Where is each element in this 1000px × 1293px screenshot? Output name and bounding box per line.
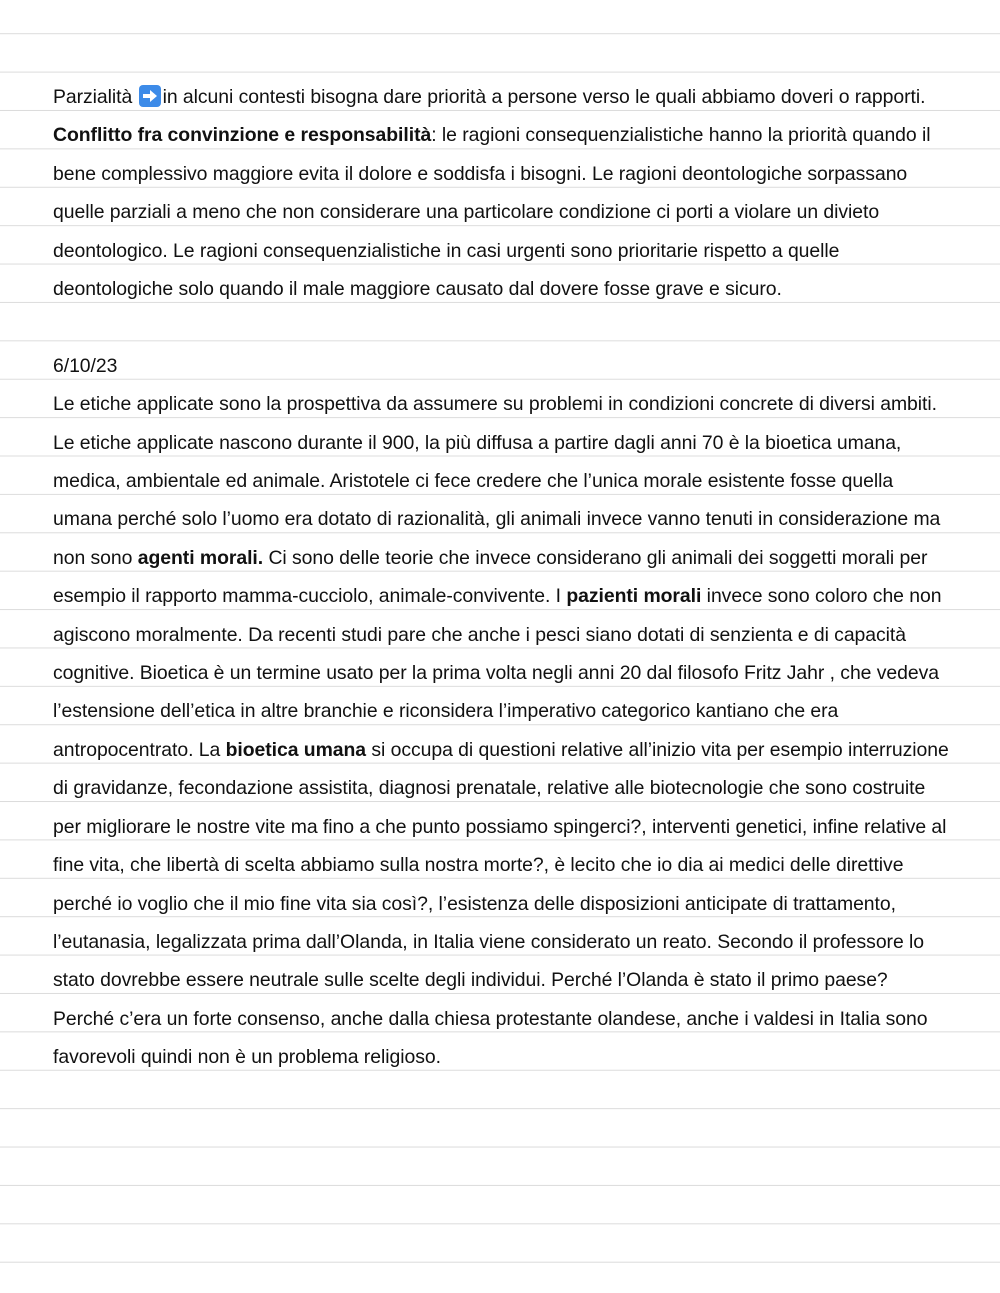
conflict-text: : le ragioni consequenzialistiche hanno la priorità quando il bene complessivo maggiore evita il dolore e soddisfa i bisogni. Le ragioni deontologiche sorpassano quelle parziali a meno che non considerare una particolare condizione ci porti a violare un divieto deontologico. Le ragioni consequenzialistiche in casi urgenti sono prioritarie rispetto a quelle deontologiche solo quando il male maggiore causato dal dovere fosse grave e sicuro.: [53, 124, 931, 301]
moral-patients-term: pazienti morali: [566, 585, 702, 608]
blank-line: [53, 308, 953, 346]
applied-ethics-text-4: si occupa di questioni relative all’inizio vita per esempio interruzione di gravidanze, fecondazione assistita, diagnosi prenatale, relative alle biotecnologie che sono costruite per migliorare le nostre vite ma fino a che punto possiamo spingerci?, interventi genetici, infine relative al fine vita, che libertà di scelta abbiamo sulla nostra morte?, è lecito che io dia ai medici delle direttive perché io voglio che il mio fine vita sia così?, l’esistenza delle disposizioni anticipate di trattamento, l’eutanasia, legalizzata prima dall’Olanda, in Italia viene considerato un reato. Secondo il professore lo stato dovrebbe essere neutrale sulle scelte degli individui. Perché l’Olanda è stato il primo paese? Perché c’era un forte consenso, anche dalla chiesa protestante olandese, anche i valdesi in Italia sono favorevoli quindi non è un problema religioso.: [53, 738, 949, 1069]
moral-agents-term: agenti morali.: [137, 546, 264, 569]
date-line: 6/10/23: [53, 354, 118, 377]
right-arrow-icon: [139, 85, 161, 107]
conflict-paragraph: [53, 116, 953, 308]
notes-content: [53, 78, 953, 1077]
human-bioethics-term: bioetica umana: [225, 738, 367, 761]
partiality-text: in alcuni contesti bisogna dare priorità a persone verso le quali abbiamo doveri o rapporti.: [162, 86, 926, 108]
partiality-term: Parzialità: [53, 86, 133, 108]
applied-ethics-text-3: invece sono coloro che non agiscono moralmente. Da recenti studi pare che anche i pesci siano dotati di senzienta e di capacità cognitive. Bioetica è un termine usato per la prima volta negli anni 20 dal filosofo Fritz Jahr , che vedeva l’estensione dell’etica in altre branchie e riconsidera l’imperativo categorico kantiano che era antropocentrato. La: [53, 585, 942, 761]
applied-ethics-paragraph: [53, 385, 953, 1076]
applied-ethics-text-2: Ci sono delle teorie che invece considerano gli animali dei soggetti morali per esempio il rapporto mamma-cucciolo, animale-convivente. I: [53, 546, 928, 608]
applied-ethics-text-1: Le etiche applicate sono la prospettiva da assumere su problemi in condizioni concrete di diversi ambiti. Le etiche applicate nascono durante il 900, la più diffusa a partire dagli anni 70 è la bioetica umana, medica, ambientale ed animale. Aristotele ci fece credere che l’unica morale esistente fosse quella umana perché solo l’uomo era dotato di razionalità, gli animali invece vanno tenuti in considerazione ma non sono: [53, 393, 941, 569]
partiality-paragraph: [53, 78, 953, 116]
conflict-heading: Conflitto fra convinzione e responsabilità: [53, 124, 432, 147]
